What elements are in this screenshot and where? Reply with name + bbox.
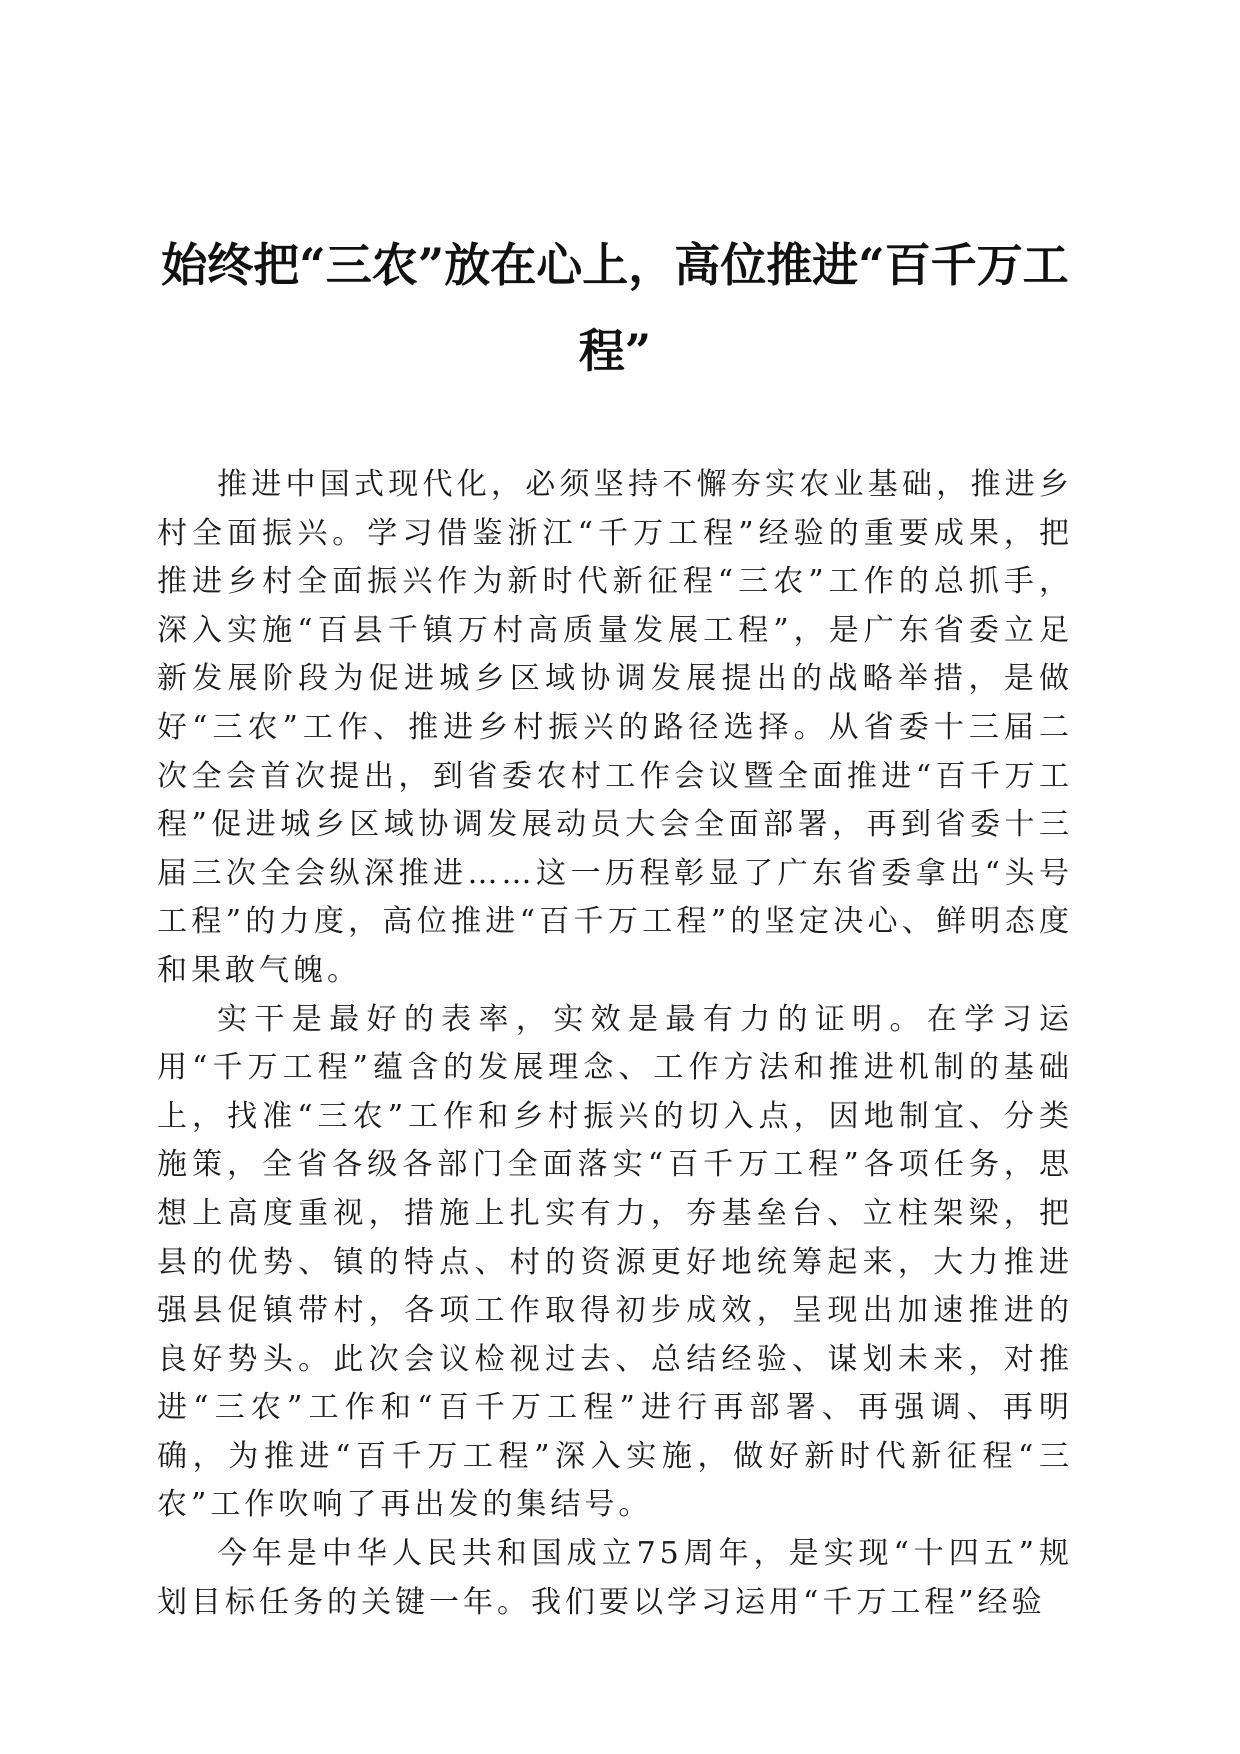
document-body: [157, 461, 1073, 1627]
paragraph: 今年是中华人民共和国成立75周年，是实现“十四五”规划目标任务的关键一年。我们要以学习运用“千万工程”经验: [157, 1536, 1073, 1620]
document-title: 始终把“三农”放在心上，高位推进“百千万工程”: [161, 238, 1069, 378]
paragraph: 实干是最好的表率，实效是最有力的证明。在学习运用“千万工程”蕴含的发展理念、工作方法和推进机制的基础上，找准“三农”工作和乡村振兴的切入点，因地制宜、分类施策，全省各级各部门全面落实“百千万工程”各项任务，思想上高度重视，措施上扎实有力，夯基垒台、立柱架梁，把县的优势、镇的特点、村的资源更好地统筹起来，大力推进强县促镇带村，各项工作取得初步成效，呈现出加速推进的良好势头。此次会议检视过去、总结经验、谋划未来，对推进“三农”工作和“百千万工程”进行再部署、再强调、再明确，为推进“百千万工程”深入实施，做好新时代新征程“三农”工作吹响了再出发的集结号。: [157, 1001, 1073, 1523]
paragraph: 推进中国式现代化，必须坚持不懈夯实农业基础，推进乡村全面振兴。学习借鉴浙江“千万工程”经验的重要成果，把推进乡村全面振兴作为新时代新征程“三农”工作的总抓手，深入实施“百县千镇万村高质量发展工程”，是广东省委立足新发展阶段为促进城乡区域协调发展提出的战略举措，是做好“三农”工作、推进乡村振兴的路径选择。从省委十三届二次全会首次提出，到省委农村工作会议暨全面推进“百千万工程”促进城乡区域协调发展动员大会全面部署，再到省委十三届三次全会纵深推进……这一历程彰显了广东省委拿出“头号工程”的力度，高位推进“百千万工程”的坚定决心、鲜明态度和果敢气魄。: [157, 467, 1073, 988]
